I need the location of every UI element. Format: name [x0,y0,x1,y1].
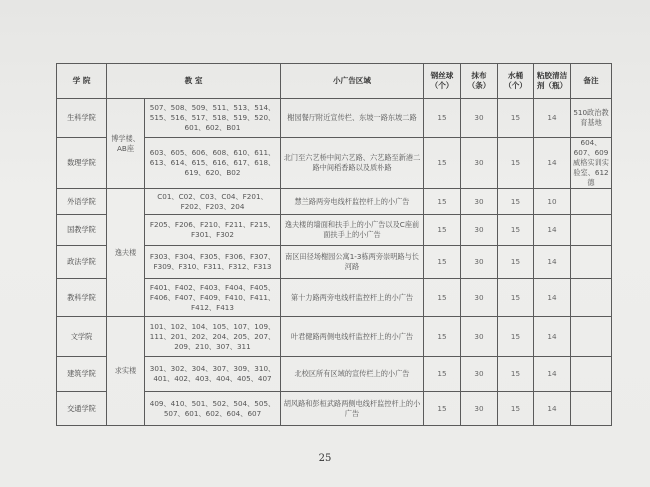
header-note: 备注 [571,64,612,99]
area-cell: 北校区所有区域的宣传栏上的小广告 [281,357,424,392]
wool-cell: 15 [424,246,461,279]
note-cell [571,189,612,215]
area-cell: 叶君健路两侧电线杆监控杆上的小广告 [281,317,424,357]
bucket-cell: 15 [498,215,534,246]
note-cell [571,279,612,317]
header-cloth: 抹布（条） [461,64,498,99]
glue-cell: 14 [534,279,571,317]
header-bucket: 水桶（个） [498,64,534,99]
glue-cell: 14 [534,246,571,279]
wool-cell: 15 [424,215,461,246]
rooms-cell: 101、102、104、105、107、109、111、201、202、204、205、207、209、210、307、311 [145,317,281,357]
cleaning-assignment-table [56,63,612,426]
glue-cell: 14 [534,138,571,189]
rooms-cell: C01、C02、C03、C04、F201、F202、F203、204 [145,189,281,215]
cloth-cell: 30 [461,317,498,357]
college-cell: 文学院 [57,317,107,357]
bucket-cell: 15 [498,392,534,426]
table-header-row [57,64,612,99]
cloth-cell: 30 [461,357,498,392]
rooms-cell: 301、302、304、307、309、310、401、402、403、404、405、407 [145,357,281,392]
wool-cell: 15 [424,99,461,138]
bucket-cell: 15 [498,279,534,317]
rooms-cell: 507、508、509、511、513、514、515、516、517、518、519、520、601、602、B01 [145,99,281,138]
cloth-cell: 30 [461,99,498,138]
header-area: 小广告区域 [281,64,424,99]
area-cell: 第十力路两旁电线杆监控杆上的小广告 [281,279,424,317]
area-cell: 北门至六艺桥中间六艺路、六艺路至新港二路中间稻香路以及质朴路 [281,138,424,189]
college-cell: 建筑学院 [57,357,107,392]
bucket-cell: 15 [498,138,534,189]
cloth-cell: 30 [461,246,498,279]
glue-cell: 14 [534,357,571,392]
bucket-cell: 15 [498,189,534,215]
cloth-cell: 30 [461,215,498,246]
rooms-cell: 409、410、501、502、504、505、507、601、602、604、607 [145,392,281,426]
bucket-cell: 15 [498,99,534,138]
building-cell: 博学楼、AB座 [107,99,145,189]
college-cell: 国教学院 [57,215,107,246]
note-cell [571,317,612,357]
college-cell: 交通学院 [57,392,107,426]
cloth-cell: 30 [461,279,498,317]
area-cell: 慧兰路两旁电线杆监控杆上的小广告 [281,189,424,215]
table-row [57,317,612,357]
glue-cell: 14 [534,317,571,357]
rooms-cell: F303、F304、F305、F306、F307、F309、F310、F311、F312、F313 [145,246,281,279]
cloth-cell: 30 [461,138,498,189]
wool-cell: 15 [424,317,461,357]
note-cell: 604、607、609威格实训实验室、612德 [571,138,612,189]
rooms-cell: F205、F206、F210、F211、F215、F301、F302 [145,215,281,246]
building-cell: 求实楼 [107,317,145,426]
bucket-cell: 15 [498,246,534,279]
college-cell: 数理学院 [57,138,107,189]
rooms-cell: 603、605、606、608、610、611、613、614、615、616、617、618、619、620、B02 [145,138,281,189]
area-cell: 南区田径场榭园公寓1-3栋两旁崇明路与长河路 [281,246,424,279]
area-cell: 胡风路和彭桓武路两侧电线杆监控杆上的小广告 [281,392,424,426]
table-row [57,99,612,138]
note-cell [571,246,612,279]
wool-cell: 15 [424,392,461,426]
wool-cell: 15 [424,279,461,317]
wool-cell: 15 [424,357,461,392]
glue-cell: 14 [534,215,571,246]
area-cell: 逸夫楼的墙面和扶手上的小广告以及C座前面扶手上的小广告 [281,215,424,246]
wool-cell: 15 [424,189,461,215]
wool-cell: 15 [424,138,461,189]
glue-cell: 14 [534,99,571,138]
college-cell: 教科学院 [57,279,107,317]
header-glue: 粘胶清洁剂（瓶） [534,64,571,99]
glue-cell: 14 [534,392,571,426]
college-cell: 外语学院 [57,189,107,215]
bucket-cell: 15 [498,317,534,357]
building-cell: 逸夫楼 [107,189,145,317]
note-cell: 510政治教育基地 [571,99,612,138]
header-wool: 钢丝球（个） [424,64,461,99]
note-cell [571,392,612,426]
page-number: 25 [318,453,332,464]
header-college: 学 院 [57,64,107,99]
table-row [57,189,612,215]
note-cell [571,357,612,392]
note-cell [571,215,612,246]
college-cell: 政法学院 [57,246,107,279]
area-cell: 榭园餐厅附近宣传栏、东坡一路东坡二路 [281,99,424,138]
glue-cell: 10 [534,189,571,215]
cloth-cell: 30 [461,392,498,426]
header-room: 教 室 [107,64,281,99]
college-cell: 生科学院 [57,99,107,138]
cloth-cell: 30 [461,189,498,215]
bucket-cell: 15 [498,357,534,392]
rooms-cell: F401、F402、F403、F404、F405、F406、F407、F409、F410、F411、F412、F413 [145,279,281,317]
